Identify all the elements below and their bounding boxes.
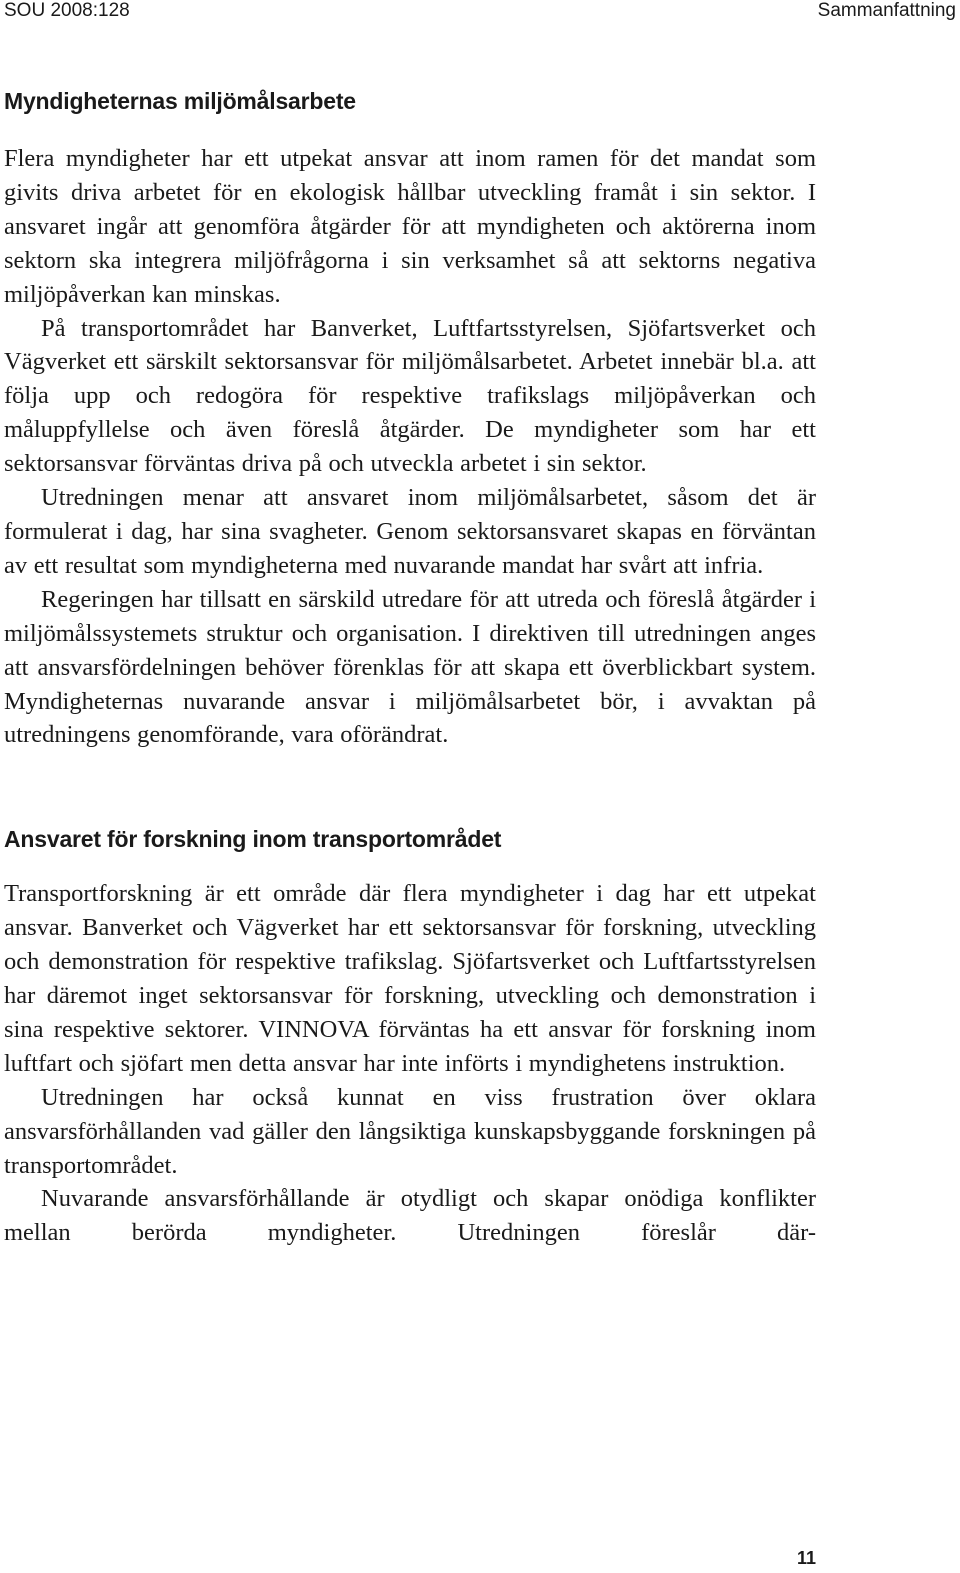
paragraph: Utredningen har också kunnat en viss frustration över oklara ansvarsförhållanden vad gäller den långsiktiga kunskapsbyggande forskningen på transportområdet. — [4, 1083, 816, 1179]
section-research-responsibility — [4, 824, 816, 1250]
section-heading: Ansvaret för forskning inom transportområdet — [4, 826, 502, 853]
section-environmental-goals — [4, 86, 816, 752]
report-number: SOU 2008:128 — [4, 0, 130, 21]
running-header — [0, 0, 960, 24]
section-heading: Myndigheternas miljömålsarbete — [4, 88, 356, 114]
page-number: 11 — [796, 1548, 816, 1568]
paragraph: Utredningen menar att ansvaret inom miljömålsarbetet, såsom det är formulerat i dag, har sina svagheter. Genom sektorsansvaret skapas en förväntan av ett resultat som myndigheterna med nuvarande mandat har svårt att infria. — [4, 484, 816, 579]
paragraph: Nuvarande ansvarsförhållande är otydligt och skapar onödiga konflikter mellan berörda myndigheter. Utredningen föreslår där- — [4, 1185, 816, 1247]
paragraph: På transportområdet har Banverket, Luftfartsstyrelsen, Sjöfartsverket och Vägverket ett särskilt sektorsansvar för miljömålsarbetet. Arbetet innebär bl.a. att följa upp och redogöra för respektive trafikslags miljöpåverkan och måluppfyllelse och även föreslå åtgärder. De myndigheter som har ett sektorsansvar förväntas driva på och utveckla arbetet i sin sektor. — [4, 314, 816, 478]
page-body — [4, 86, 816, 1250]
paragraph: Transportforskning är ett område där flera myndigheter i dag har ett utpekat ansvar. Banverket och Vägverket har ett sektorsansvar för forskning, utveckling och demonstration för respektive trafikslag. Sjöfartsverket och Luftfartsstyrelsen har däremot inget sektorsansvar för forskning, utveckling och demonstration i sina respektive sektorer. VINNOVA förväntas ha ett ansvar för forskning inom luftfart och sjöfart men detta ansvar har inte införts i myndighetens instruktion. — [4, 880, 816, 1077]
paragraph: Regeringen har tillsatt en särskild utredare för att utreda och föreslå åtgärder i miljömålssystemets struktur och organisation. I direktiven till utredningen anges att ansvarsfördelningen behöver förenklas för att skapa ett överblickbart system. Myndigheternas nuvarande ansvar i miljömålsarbetet bör, i avvaktan på utredningens genomförande, vara oförändrat. — [4, 585, 816, 749]
paragraph: Flera myndigheter har ett utpekat ansvar att inom ramen för det mandat som givits driva arbetet för en ekologisk hållbar utveckling framåt i sin sektor. I ansvaret ingår att genomföra åtgärder för att myndigheten och aktörerna inom sektorn ska integrera miljöfrågorna i sin verksamhet så att sektorns negativa miljöpåverkan kan minskas. — [4, 145, 816, 308]
chapter-title: Sammanfattning — [817, 0, 956, 21]
